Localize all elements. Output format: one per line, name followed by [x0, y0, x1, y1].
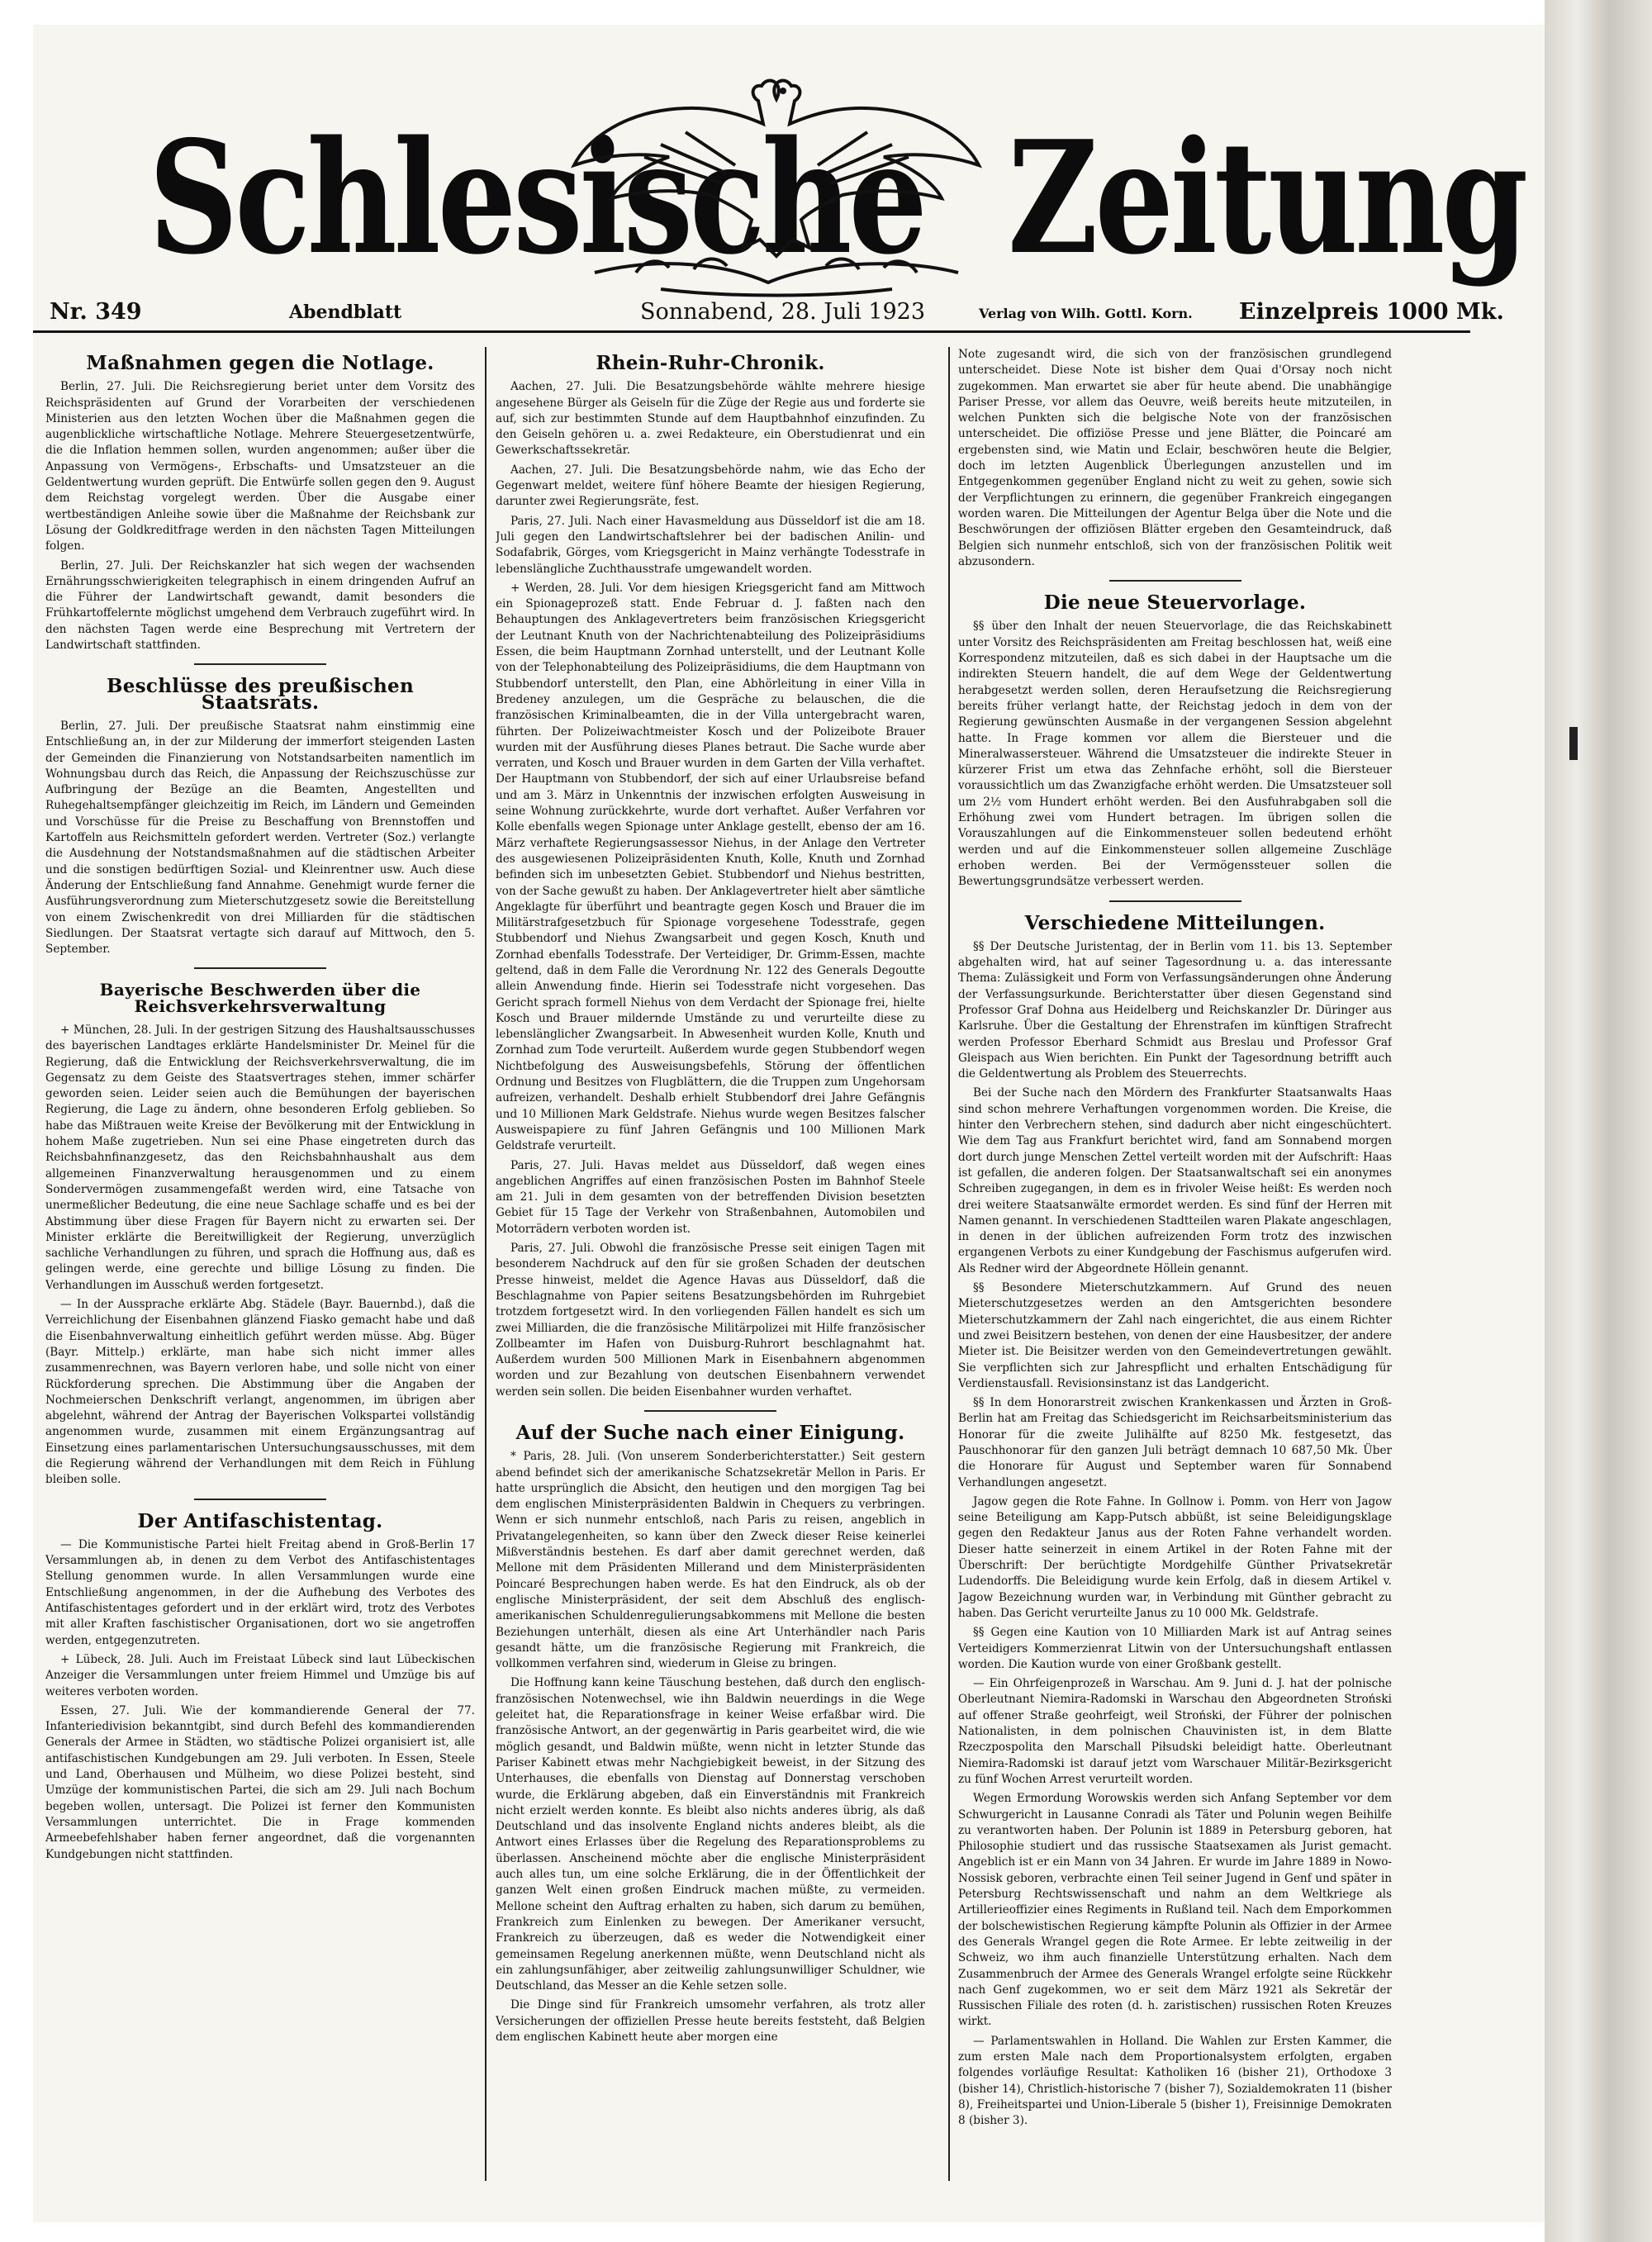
edge-mark	[1569, 727, 1578, 760]
article-paragraph: Berlin, 27. Juli. Die Reichsregierung beriet unter dem Vorsitz des Reichspräsidenten auf Grund der Vorarbeiten der verschiedenen Ministerien aus den letzten Wochen über die Maßnahmen gegen die augenblickliche wirtschaftliche Notlage. Mehrere Steuergesetzentwürfe, die die Inflation hemmen sollen, wurden angenommen; außer über die Anpassung von Vermögens-, Erbschafts- und Umsatzsteuer an die Geldentwertung wurden geprüft. Die Entwürfe sollen gegen den 9. August dem Reichstag vorgelegt werden. Über die Ausgabe einer wertbeständigen Anleihe sowie über die Maßnahme der Reichsbank zur Lösung der Goldkreditfrage werden in den nächsten Tagen Mitteilungen folgen.	[45, 380, 475, 553]
separator	[194, 1499, 326, 1500]
article-paragraph: §§ In dem Honorarstreit zwischen Krankenkassen und Ärzten in Groß-Berlin hat am Freitag das Schiedsgericht im Reichsarbeitsministerium das Honorar für die zweite Julihälfte auf 8250 Mk. festgesetzt, das Pauschhonorar für den ganzen Juli beträgt demnach 10 687,50 Mk. Über die Honorare für August und September waren für Sonnabend Verhandlungen angesetzt.	[958, 1396, 1392, 1489]
article-title: Rhein-Ruhr-Chronik.	[596, 352, 825, 374]
article-paragraph: §§ Gegen eine Kaution von 10 Milliarden Mark ist auf Antrag seines Verteidigers Kommerzienrat Litwin von der Untersuchungshaft entlassen worden. Die Kaution wurde von einer Großbank gestellt.	[958, 1626, 1392, 1671]
article-paragraph: Paris, 27. Juli. Nach einer Havasmeldung aus Düsseldorf ist die am 18. Juli gegen den Landwirtschaftslehrer bei der badischen Anilin- und Sodafabrik, Görges, vom Kriegsgericht in Mainz verhängte Todesstrafe in lebenslängliche Zuchthausstrafe umgewandelt worden.	[496, 514, 925, 576]
article-title: Der Antifaschistentag.	[137, 1509, 383, 1532]
article-title: Auf der Suche nach einer Einigung.	[515, 1422, 905, 1444]
article-paragraph: Aachen, 27. Juli. Die Besatzungsbehörde wählte mehrere hiesige angesehene Bürger als Geiseln für die Züge der Regie aus und forderte sie auf, sich zur bestimmten Stunde auf dem Hauptbahnhof einzufinden. Zu den Geiseln gehören u. a. zwei Redakteure, ein Oberstudienrat und ein Gewerkschaftssekretär.	[496, 380, 925, 458]
eagle-emblem-icon	[562, 66, 991, 314]
article-paragraph: §§ Besondere Mieterschutzkammern. Auf Grund des neuen Mieterschutzgesetzes werden an den Amtsgerichten besondere Mieterschutzkammern der Zahl nach eingerichtet, die aus einem Richter und zwei Beisitzern bestehen, von denen der eine Hausbesitzer, der andere Mieter ist. Die Beisitzer werden von den Gemeindevertretungen gewählt. Sie verpflichten sich zur Jahrespflicht und erhalten Entschädigung für Verdienstausfall. Revisionsinstanz ist das Landgericht.	[958, 1281, 1392, 1390]
article-paragraph: — In der Aussprache erklärte Abg. Städele (Bayr. Bauernbd.), daß die Verreichlichung der Eisenbahnen glänzend Fiasko gemacht habe und daß die Eisenbahnverwaltung einheitlich geführt werden müsse. Abg. Büger (Bayr. Mittelp.) erklärte, man habe sich nicht immer alles zusammenrechnen, was Bayern verloren habe, und solle nicht von einer Rückforderung sprechen. Die Abstimmung über die Angaben der Nochmeierschen Denkschrift verlangt, angenommen, im übrigen aber abgelehnt, während der Antrag der Bayerischen Volkspartei vollständig angenommen wurde, zusammen mit einem Ergänzungsantrag auf Einsetzung eines parlamentarischen Untersuchungsausschusses, mit dem die Regierung während der Verhandlungen mit dem Reich in Fühlung bleiben solle.	[45, 1298, 475, 1487]
article-paragraph: Berlin, 27. Juli. Der preußische Staatsrat nahm einstimmig eine Entschließung an, in der zur Milderung der immerfort steigenden Lasten der Gemeinden die Finanzierung von Notstandsarbeiten namentlich im Wohnungsbau durch das Reich, die Anpassung der Reichszuschüsse zur Aufbringung der Bezüge an die Beamten, Angestellten und Ruhegehaltsempfänger gleichzeitig im Reich, im Ländern und Gemeinden und Vorschüsse für die Preise zu Beschaffung von Brennstoffen und Kartoffeln aus Reichsmitteln gefordert werden. Vertreter (Soz.) verlangte die Ausdehnung der Notstandsmaßnahmen auf die städtischen Arbeiter und die sonstigen bedürftigen Sozial- und Kleinrentner usw. Auch diese Änderung der Entschließung fand Annahme. Genehmigt wurde ferner die Ausführungsverordnung zum Mieterschutzgesetz sowie die Bereitstellung von einem Zwischenkredit von drei Milliarden für die städtischen Siedlungen. Der Staatsrat vertagte sich darauf auf Mittwoch, den 5. September.	[45, 719, 475, 957]
article-paragraph: + Lübeck, 28. Juli. Auch im Freistaat Lübeck sind laut Lübeckischen Anzeiger die Versammlungen unter freiem Himmel und Umzüge bis auf weiteres verboten worden.	[45, 1652, 475, 1698]
article-paragraph: * Paris, 28. Juli. (Von unserem Sonderberichterstatter.) Seit gestern abend befindet sich der amerikanische Schatzsekretär Mellon in Paris. Er hatte ursprünglich die Absicht, den heutigen und den morgigen Tag bei dem englischen Ministerpräsidenten Baldwin in Chequers zu verbringen. Wenn er sich nunmehr entschloß, nach Paris zu reisen, angeblich in Privatangelegenheiten, so kann über den Zweck dieser Reise keinerlei Mißverständnis bestehen. Es darf aber damit gerechnet werden, daß Mellone mit dem Präsidenten Millerand und dem Ministerpräsidenten Poincaré Besprechungen haben werde. Es hat den Eindruck, als ob der englische Ministerpräsident, der seit dem Abschluß des englisch-amerikanischen Schuldenregulierungsabkommens mit Mellone die besten Beziehungen unterhält, diesen als eine Art Unterhändler nach Paris gesandt hätte, um die französische Regierung mit Frankreich, die vollkommen verfahren sind, wiederum in Gleise zu bringen.	[496, 1450, 925, 1671]
article-paragraph: Bei der Suche nach den Mördern des Frankfurter Staatsanwalts Haas sind schon mehrere Verhaftungen vorgenommen worden. Die Kreise, die hinter den Verbrechern stehen, sind dadurch aber nicht eingeschüchtert. Wie dem Tag aus Frankfurt berichtet wird, fand am Sonnabend morgen dort durch junge Menschen Zettel verteilt worden mit der Aufschrift: Haas ist gefallen, die anderen folgen. Der Staatsanwaltschaft sei ein anonymes Schreiben zugegangen, in dem es in frivoler Weise heißt: Es werden noch drei weitere Staatsanwälte ermordet werden. Es sind fünf der Herren mit Namen genannt. In verschiedenen Stadtteilen waren Plakate angeschlagen, in denen in der üblichen aufreizenden Form trotz des inzwischen ergangenen Verbots zu einer Kundgebung der Faschismus aufgerufen wird. Als Redner wird der Abgeordnete Höllein genannt.	[958, 1086, 1392, 1275]
masthead	[99, 50, 1526, 297]
article-title: Die neue Steuervorlage.	[1043, 591, 1307, 615]
article-paragraph: Paris, 27. Juli. Obwohl die französische Presse seit einigen Tagen mit besonderem Nachdruck auf den für sie großen Schaden der deutschen Presse hinweist, meldet die Agence Havas aus Düsseldorf, daß die Beschlagnahme von Papier seitens Besatzungsbehörden im Ruhrgebiet trotzdem fortgesetzt wird. In den vorliegenden Fällen handelt es sich um zwei Milliarden, die die französische Militärpolizei mit Hilfe französischer Zollbeamter im Hafen von Duisburg-Ruhrort beschlagnahmt hat. Außerdem wurden 500 Millionen Mark in Eisenbahnern abgenommen worden und zur Bezahlung von deutschen Eisenbahnern verwendet werden sein sollen. Die beiden Eisenbahner wurden verhaftet.	[496, 1242, 925, 1399]
page-edge	[1545, 0, 1652, 2242]
masthead-title-left: Schlesische	[149, 107, 924, 289]
column-rule	[485, 347, 487, 2181]
column-3	[958, 347, 1392, 2164]
article-paragraph: Paris, 27. Juli. Havas meldet aus Düsseldorf, daß wegen eines angeblichen Angriffes auf einen französischen Posten im Bahnhof Steele am 21. Juli in dem gesamten von der betreffenden Division besetzten Gebiet für 15 Tage der Verkehr von Straßenbahnen, Automobilen und Motorrädern verboten worden ist.	[496, 1158, 925, 1236]
article-paragraph: — Die Kommunistische Partei hielt Freitag abend in Groß-Berlin 17 Versammlungen ab, in denen zu dem Verbot des Antifaschistentages Stellung genommen wurde. In allen Versammlungen wurde eine Entschließung angenommen, in der die Aufhebung des Verbotes des Antifaschistentages gefordert und in der erklärt wird, trotz des Verbotes mit aller Kraften faschistischer Organisationen, dort wo sie angetroffen werden, entgegenzutreten.	[45, 1537, 475, 1647]
edition-label: Abendblatt	[289, 302, 402, 323]
separator	[1109, 900, 1241, 902]
column-1	[45, 347, 475, 2164]
article-title: Bayerische Beschwerden über die Reichsverkehrsverwaltung	[99, 980, 421, 1016]
article-paragraph: §§ über den Inhalt der neuen Steuervorlage, die das Reichskabinett unter Vorsitz des Reichspräsidenten am Freitag beschlossen hat, weiß eine Korrespondenz mitzuteilen, daß es sich dabei in der Hauptsache um die indirekten Steuern handelt, die auf dem Wege der Geldentwertung herabgesetzt werden sollen, deren Heraufsetzung die Reichsregierung bereits früher verlangt hatte, der Reichstag jedoch in dem von der Regierung gewünschten Ausmaße in der vergangenen Session abgelehnt hatte. In Frage kommen vor allem die Biersteuer und die Mineralwassersteuer. Während die Umsatzsteuer die indirekte Steuer in kürzerer Frist um etwa das Zehnfache erhöht, soll die Biersteuer voraussichtlich um das Zwanzigfache erhöht werden. Die Umsatzsteuer soll um 2½ vom Hundert erhöht werden. Bei den Ausfuhrabgaben soll die Erhöhung zwei vom Hundert betragen. Im übrigen sollen die Vorauszahlungen auf die Einkommensteuer sollen bedeutend erhöht werden und auf die Einkommensteuer sollen allgemeine Zuschläge erhoben werden. Bei der Vermögenssteuer sollen die Bewertungsgrundsätze verbessert werden.	[958, 620, 1392, 889]
column-rule	[948, 347, 950, 2181]
article-paragraph: Essen, 27. Juli. Wie der kommandierende General der 77. Infanteriedivision bekanntgibt, sind durch Befehl des kommandierenden Generals der Armee in Städten, wo städtische Polizei organisiert ist, alle antifaschistischen Kundgebungen am 29. Juli verboten. In Essen, Steele und Land, Oberhausen und Mülheim, wo diese Polizei besteht, sind Umzüge der kommunistischen Partei, die sich am 29. Juli nach Bochum begeben wollen, untersagt. Die Polizei ist ferner den Kommunisten Versammlungen unterrichtet. Die in Frage kommenden Armeebefehlshaber haben ferner angeordnet, daß die vorgenannten Kundgebungen nicht stattfinden.	[45, 1703, 475, 1861]
article-paragraph: Aachen, 27. Juli. Die Besatzungsbehörde nahm, wie das Echo der Gegenwart meldet, weitere fünf höhere Beamte der hiesigen Regierung, darunter zwei Regierungsräte, fest.	[496, 463, 925, 509]
article-paragraph: Berlin, 27. Juli. Der Reichskanzler hat sich wegen der wachsenden Ernährungsschwierigkeiten telegraphisch in einem dringenden Aufruf an die Führer der Landwirtschaft gewandt, damit besonders die Frühkartoffelernte möglichst umgehend dem Verbrauch zugeführt wird. In den nächsten Tagen werde eine Besprechung mit Vertretern der Landwirtschaft stattfinden.	[45, 558, 475, 653]
issue-number: Nr. 349	[50, 299, 142, 325]
separator	[1109, 580, 1241, 582]
article-title: Beschlüsse des preußischen Staatsrats.	[106, 675, 414, 714]
article-paragraph: Jagow gegen die Rote Fahne. In Gollnow i. Pomm. von Herr von Jagow seine Beteiligung am Kapp-Putsch abbüßt, ist seine Beleidigungsklage gegen den Redakteur Janus aus der Roten Fahne verhandelt worden. Dieser hatte seinerzeit in einem Artikel in der Roten Fahne mit der Überschrift: Der berüchtigte Mordgehilfe Günther Privatsekretär Ludendorffs. Die Beleidigung wurde kein Erfolg, daß in diesem Artikel v. Jagow Bezeichnung wurden war, in Verbindung mit Günther gebracht zu haben. Das Gericht verurteilte Janus zu 10 000 Mk. Geldstrafe.	[958, 1494, 1392, 1620]
article-paragraph: + München, 28. Juli. In der gestrigen Sitzung des Haushaltsausschusses des bayerischen Landtages erklärte Handelsminister Dr. Meinel für die Regierung, daß die Entwicklung der Reichsverkehrsverwaltung, die im Gegensatz zu dem Geiste des Staatsvertrages stehen, immer schärfer geworden seien. Leider seien auch die Bemühungen der bayerischen Regierung, die Lage zu ändern, ohne besonderen Erfolg geblieben. So habe das Mißtrauen weite Kreise der Bevölkerung mit der Entwicklung in hohem Maße zugetrieben. Nun sei eine Phase eingetreten durch das Reichsbahnfinanzgesetz, das den Reichsbahnhaushalt aus dem allgemeinen Finanzverwaltung herausgenommen und zu einem Sondervermögen zusammengefaßt werden wird, eine Tatsache von unermeßlicher Bedeutung, die eine neue Sachlage schaffe und es bei der Abstimmung über diese Fragen für Bayern nicht zu erwarten sei. Der Minister erklärte die Bereitwilligkeit der Regierung, unverzüglich sachliche Verhandlungen zu führen, und sprach die Hoffnung aus, daß es gelingen werde, eine gerechte und billige Lösung zu finden. Die Verhandlungen im Ausschuß werden fortgesetzt.	[45, 1023, 475, 1292]
article-paragraph: Wegen Ermordung Worowskis werden sich Anfang September vor dem Schwurgericht in Lausanne Conradi als Täter und Polunin wegen Beihilfe zu verantworten haben. Der Polunin ist 1889 in Petersburg geboren, hat Philosophie studiert und das russische Staatsexamen als Jurist gemacht. Angeblich ist er ein Mann von 34 Jahren. Er wurde im Jahre 1889 in Nowo-Nossisk geboren, verbrachte einen Teil seiner Jugend in Genf und später in Petersburg Rechtswissenschaft und nahm an dem Weltkriege als Artillerieoffizier eines Regiments in Rußland teil. Nach dem Emporkommen der bolschewistischen Regierung kämpfte Polunin als Offizier in der Armee des Generals Wrangel gegen die Rote Armee. Er lebte zeitweilig in der Schweiz, wo ihm auch finanzielle Unterstützung erhalten. Nach dem Zusammenbruch der Armee des Generals Wrangel erfolgte seine Rückkehr nach Genf zugekommen, wo er seit dem März 1921 als Sekretär der Russischen Filiale des roten (d. h. zaristischen) russischen Roten Kreuzes wirkt.	[958, 1792, 1392, 2029]
article-paragraph: — Parlamentswahlen in Holland. Die Wahlen zur Ersten Kammer, die zum ersten Male nach dem Proportionalsystem erfolgten, ergaben folgendes vorläufige Resultat: Katholiken 16 (bisher 21), Orthodoxe 3 (bisher 14), Christlich-historische 7 (bisher 7), Sozialdemokraten 11 (bisher 8), Freiheitspartei und Union-Liberale 5 (bisher 1), Freisinnige Demokraten 8 (bisher 3).	[958, 2034, 1392, 2128]
masthead-title-right: Zeitung	[1008, 107, 1526, 289]
article-title: Maßnahmen gegen die Notlage.	[86, 352, 434, 374]
article-paragraph: + Werden, 28. Juli. Vor dem hiesigen Kriegsgericht fand am Mittwoch ein Spionageprozeß statt. Ende Februar d. J. faßten nach den Behauptungen des Anklagevertreters beim französischen Kriegsgericht der Leutnant Knuth von der Nachrichtenabteilung des Polizeipräsidiums Essen, die beim Hauptmann Zornhad unterstellt, und der Leutnant Kolle von der Telephonabteilung des Polizeipräsidiums, die dem Hauptmann von Stubbendorf unterstellt, den Plan, eine Abhörleitung in einer Villa in Bredeney anzulegen, um die Gespräche zu belauschen, die die französischen Kriminalbeamten, die in der Villa untergebracht waren, führten. Der Polizeiwachtmeister Kosch und der Polizeibote Brauer wurden mit der Ausführung dieses Planes betraut. Die Sache wurde aber verraten, und Kosch und Brauer wurden in dem Garten der Villa verhaftet. Der Hauptmann von Stubbendorf, der sich auf einer Urlaubsreise befand und am 3. März in Unkenntnis der inzwischen erfolgten Ausweisung in seine Wohnung zurückkehrte, wurde dort verhaftet. Außer Verfahren vor Kolle ebenfalls wegen Spionage unter Anklage gestellt, ebenso der am 16. März verhaftete Regierungsassessor Niehus, in der Anlage den Vertreter des ausgewiesenen Polizeipräsidenten Knuth, Kolle, Knuth und Zornhad befinden sich im unbesetzten Gebiet. Stubbendorf und Niehus bestritten, von der Sache gewußt zu haben. Der Anklagevertreter hielt aber sämtliche Angeklagte für überführt und beantragte gegen Kosch und Brauer die im Militärstrafgesetzbuch für Spionage vorgesehene Todesstrafe, gegen Stubbendorf und Niehus Zwangsarbeit und gegen Kosch, Knuth und Zornhad ebenfalls Todesstrafe. Der Verteidiger, Dr. Grimm-Essen, machte geltend, daß in dem Falle die Verordnung Nr. 122 des Generals Degoutte allein Anwendung finde. Hierin sei Todesstrafe nicht vorgesehen. Das Gericht sprach formell Niehus von dem Verdacht der Spionage frei, hielte Kosch und Brauer mildernde Umstände zu und verurteilte diese zu lebenslänglicher Zwangsarbeit. In Abwesenheit wurden Kolle, Knuth und Zornhad zum Tode verurteilt. Außerdem wurde gegen Stubbendorf wegen Nichtbefolgung des Ausweisungsbefehls, Störung der öffentlichen Ordnung und Besitzes von Flugblättern, die die Truppen zum Ungehorsam aufreizen, verhandelt. Deshalb erhielt Stubbendorf drei Jahre Gefängnis und 10 Millionen Mark Geldstrafe. Niehus wurde wegen Besitzes falscher Ausweispapiere zu fünf Jahren Gefängnis und 100 Millionen Mark Geldstrafe verurteilt.	[496, 581, 925, 1153]
separator	[194, 967, 326, 969]
publisher-line: Verlag von Wilh. Gottl. Korn.	[979, 306, 1193, 321]
price-label: Einzelpreis 1000 Mk.	[1239, 299, 1504, 325]
info-row	[33, 299, 1504, 333]
article-paragraph: Die Hoffnung kann keine Täuschung bestehen, daß durch den englisch-französischen Notenwechsel, wie ihn Baldwin neuerdings in die Wege geleitet hat, die Reparationsfrage in keiner Weise erfaßbar wird. Die französische Antwort, an der gegenwärtig in Paris gearbeitet wird, die wie möglich gesandt, und Baldwin müßte, wenn nicht in letzter Stunde das Pariser Kabinett etwas mehr Nachgiebigkeit beweist, in der Sitzung des Unterhauses, die ebenfalls von Dienstag auf Donnerstag verschoben wurde, die Erklärung abgeben, daß ein Einverständnis mit Frankreich nicht erzielt werden konnte. Es bleibt also nichts anderes übrig, als daß Deutschland und das insolvente England nichts anderes bleibt, als die Antwort eines Erlasses über die Regelung des Reparationsproblems zu überlassen. Anscheinend möchte aber die englische Ministerpräsident auch alles tun, um eine solche Erklärung, die in der Öffentlichkeit der ganzen Welt einen großen Eindruck machen müßte, zu vermeiden. Mellone scheint den Auftrag erhalten zu haben, sich darum zu bemühen, Frankreich zum Einlenken zu bewegen. Der Amerikaner versucht, Frankreich zu überzeugen, daß es weder die Notwendigkeit einer gemeinsamen Regelung anerkennen müßte, wenn Deutschland nicht als ein zahlungsunfähiger, aber zeitweilig zahlungsunwilliger Schuldner, wie Deutschland, das Messer an die Kehle setzen solle.	[496, 1676, 925, 1993]
separator	[644, 1410, 776, 1412]
article-paragraph: §§ Der Deutsche Juristentag, der in Berlin vom 11. bis 13. September abgehalten wird, hat auf seiner Tagesordnung u. a. das interessante Thema: Zulässigkeit und Form von Verfassungsänderungen ohne Änderung der Verfassungsurkunde. Berichterstatter über diesen Gegenstand sind Professor Graf Dohna aus Heidelberg und Reichskanzler Dr. Düringer aus Karlsruhe. Über die Gestaltung der Ehrenstrafen im künftigen Strafrecht werden Professor Eberhard Schmidt aus Breslau und Professor Graf Gleispach aus Wien berichten. Ein Punkt der Tagesordnung betrifft auch die Geldentwertung als Problem des Steuerrechts.	[958, 939, 1392, 1081]
issue-date: Sonnabend, 28. Juli 1923	[640, 299, 926, 325]
article-paragraph: — Ein Ohrfeigenprozeß in Warschau. Am 9. Juni d. J. hat der polnische Oberleutnant Niemira-Radomski in Warschau den Abgeordneten Stroński auf offener Straße geohrfeigt, weil Stroński, der Führer der polnischen Nationalisten, in dem polnischen Chauvinisten ist, in dem Blatte Rzeczpospolita den Marschall Piłsudski beleidigt hatte. Oberleutnant Niemira-Radomski ist darauf jetzt vom Warschauer Militär-Bezirksgericht zu fünf Wochen Arrest verurteilt worden.	[958, 1677, 1392, 1786]
article-title: Verschiedene Mitteilungen.	[1024, 911, 1326, 934]
article-paragraph: Note zugesandt wird, die sich von der französischen grundlegend unterscheidet. Diese Note ist bisher dem Quai d'Orsay noch nicht zugekommen. Man erwartet sie aber für heute abend. Die unabhängige Pariser Presse, vor allem das Oeuvre, weiß bereits heute mitzuteilen, in welchen Punkten sich die belgische Note von der französischen unterscheidet. Die offiziöse Presse und jene Blätter, die Poincaré am ergebensten sind, wie Matin und Eclair, beschwören heute die Belgier, doch im letzten Augenblick Überlegungen anzustellen und im Entgegenkommen gegenüber England nicht zu weit zu gehen, sowie sich der Verpflichtungen zu erinnern, die gegenüber Frankreich eingegangen worden waren. Die Mitteilungen der Agentur Belga über die Note und die Beschwörungen der offiziösen Blätter ergeben den Gesamteindruck, daß Belgien sich nunmehr entschloß, sich von der französischen Politik weit abzusondern.	[958, 348, 1392, 568]
article-paragraph: Die Dinge sind für Frankreich umsomehr verfahren, als trotz aller Versicherungen der offiziellen Presse heute bereits feststeht, daß Belgien dem englischen Kabinett heute aber morgen eine	[496, 1998, 925, 2044]
column-2	[496, 347, 925, 2164]
separator	[194, 663, 326, 665]
